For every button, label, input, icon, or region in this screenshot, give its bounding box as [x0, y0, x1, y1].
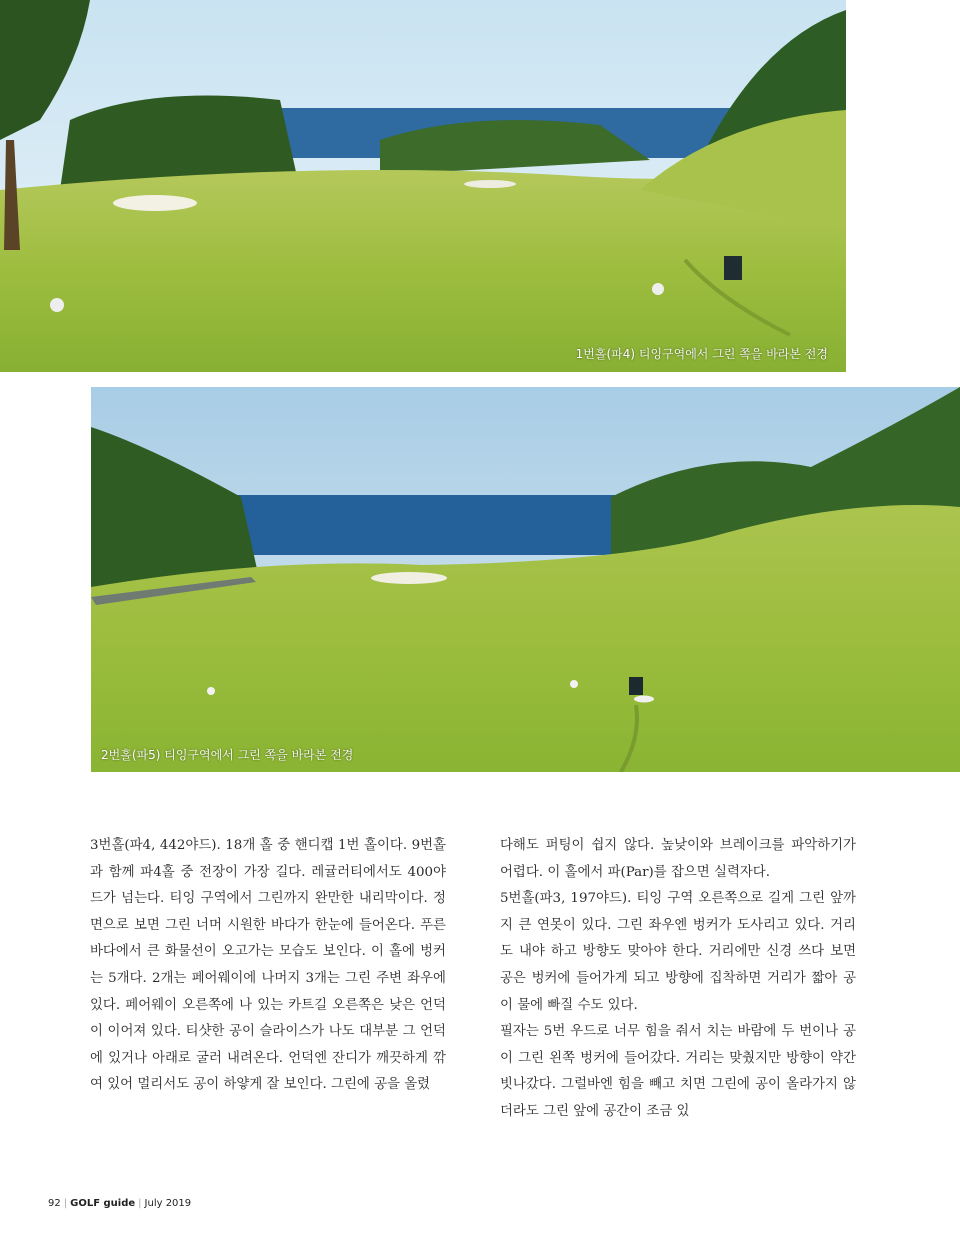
- photo-caption: 2번홀(파5) 티잉구역에서 그린 쪽을 바라본 전경: [101, 748, 354, 762]
- issue-date: July 2019: [144, 1198, 192, 1209]
- golf-course-photo-icon: [0, 0, 846, 372]
- article-column-left: [90, 833, 446, 1099]
- article-paragraph: 다해도 퍼팅이 쉽지 않다. 높낮이와 브레이크를 파악하기가 어렵다. 이 홀에서 파(Par)를 잡으면 실력자다.: [500, 838, 856, 880]
- article-paragraph: 3번홀(파4, 442야드). 18개 홀 중 핸디캡 1번 홀이다. 9번홀과 함께 파4홀 중 전장이 가장 길다. 레귤러티에서도 400야드가 넘는다. 티잉 구역에서 그린까지 완만한 내리막이다. 정면으로 보면 그린 너머 시원한 바다가 한눈에 들어온다. 푸른 바다에서 큰 화물선이 오고가는 모습도 보인다. 이 홀에 벙커는 5개다. 2개는 페어웨이에 나머지 3개는 그린 주변 좌우에 있다. 페어웨이 오른쪽에 나 있는 카트길 오른쪽은 낮은 언덕이 이어져 있다. 티샷한 공이 슬라이스가 나도 대부분 그 언덕에 있거나 아래로 굴러 내려온다. 언덕엔 잔디가 깨끗하게 깎여 있어 멀리서도 공이 하얗게 잘 보인다. 그린에 공을 올렸: [90, 838, 446, 1093]
- page-number: 92: [48, 1198, 61, 1209]
- article-paragraph: 필자는 5번 우드로 너무 힘을 줘서 치는 바람에 두 번이나 공이 그린 왼쪽 벙커에 들어갔다. 거리는 맞췄지만 방향이 약간 빗나갔다. 그럴바엔 힘을 빼고 치면 그린에 공이 올라가지 않더라도 그린 앞에 공간이 조금 있: [500, 1024, 856, 1119]
- article-paragraph: 5번홀(파3, 197야드). 티잉 구역 오른쪽으로 길게 그린 앞까지 큰 연못이 있다. 그린 좌우엔 벙커가 도사리고 있다. 거리도 내야 하고 방향도 맞아야 한다. 거리에만 신경 쓰다 보면 공은 벙커에 들어가게 되고 방향에 집착하면 거리가 짧아 공이 물에 빠질 수도 있다.: [500, 891, 856, 1013]
- page-footer: [48, 1198, 191, 1209]
- hole-1-photo: [0, 0, 846, 372]
- hole-2-photo: [91, 387, 960, 772]
- magazine-brand: GOLF guide: [70, 1198, 136, 1209]
- golf-course-photo-icon: [91, 387, 960, 772]
- footer-divider: |: [138, 1198, 142, 1209]
- photo-caption: 1번홀(파4) 티잉구역에서 그린 쪽을 바라본 전경: [575, 347, 828, 361]
- footer-divider: |: [63, 1198, 68, 1209]
- article-column-right: [500, 833, 856, 1126]
